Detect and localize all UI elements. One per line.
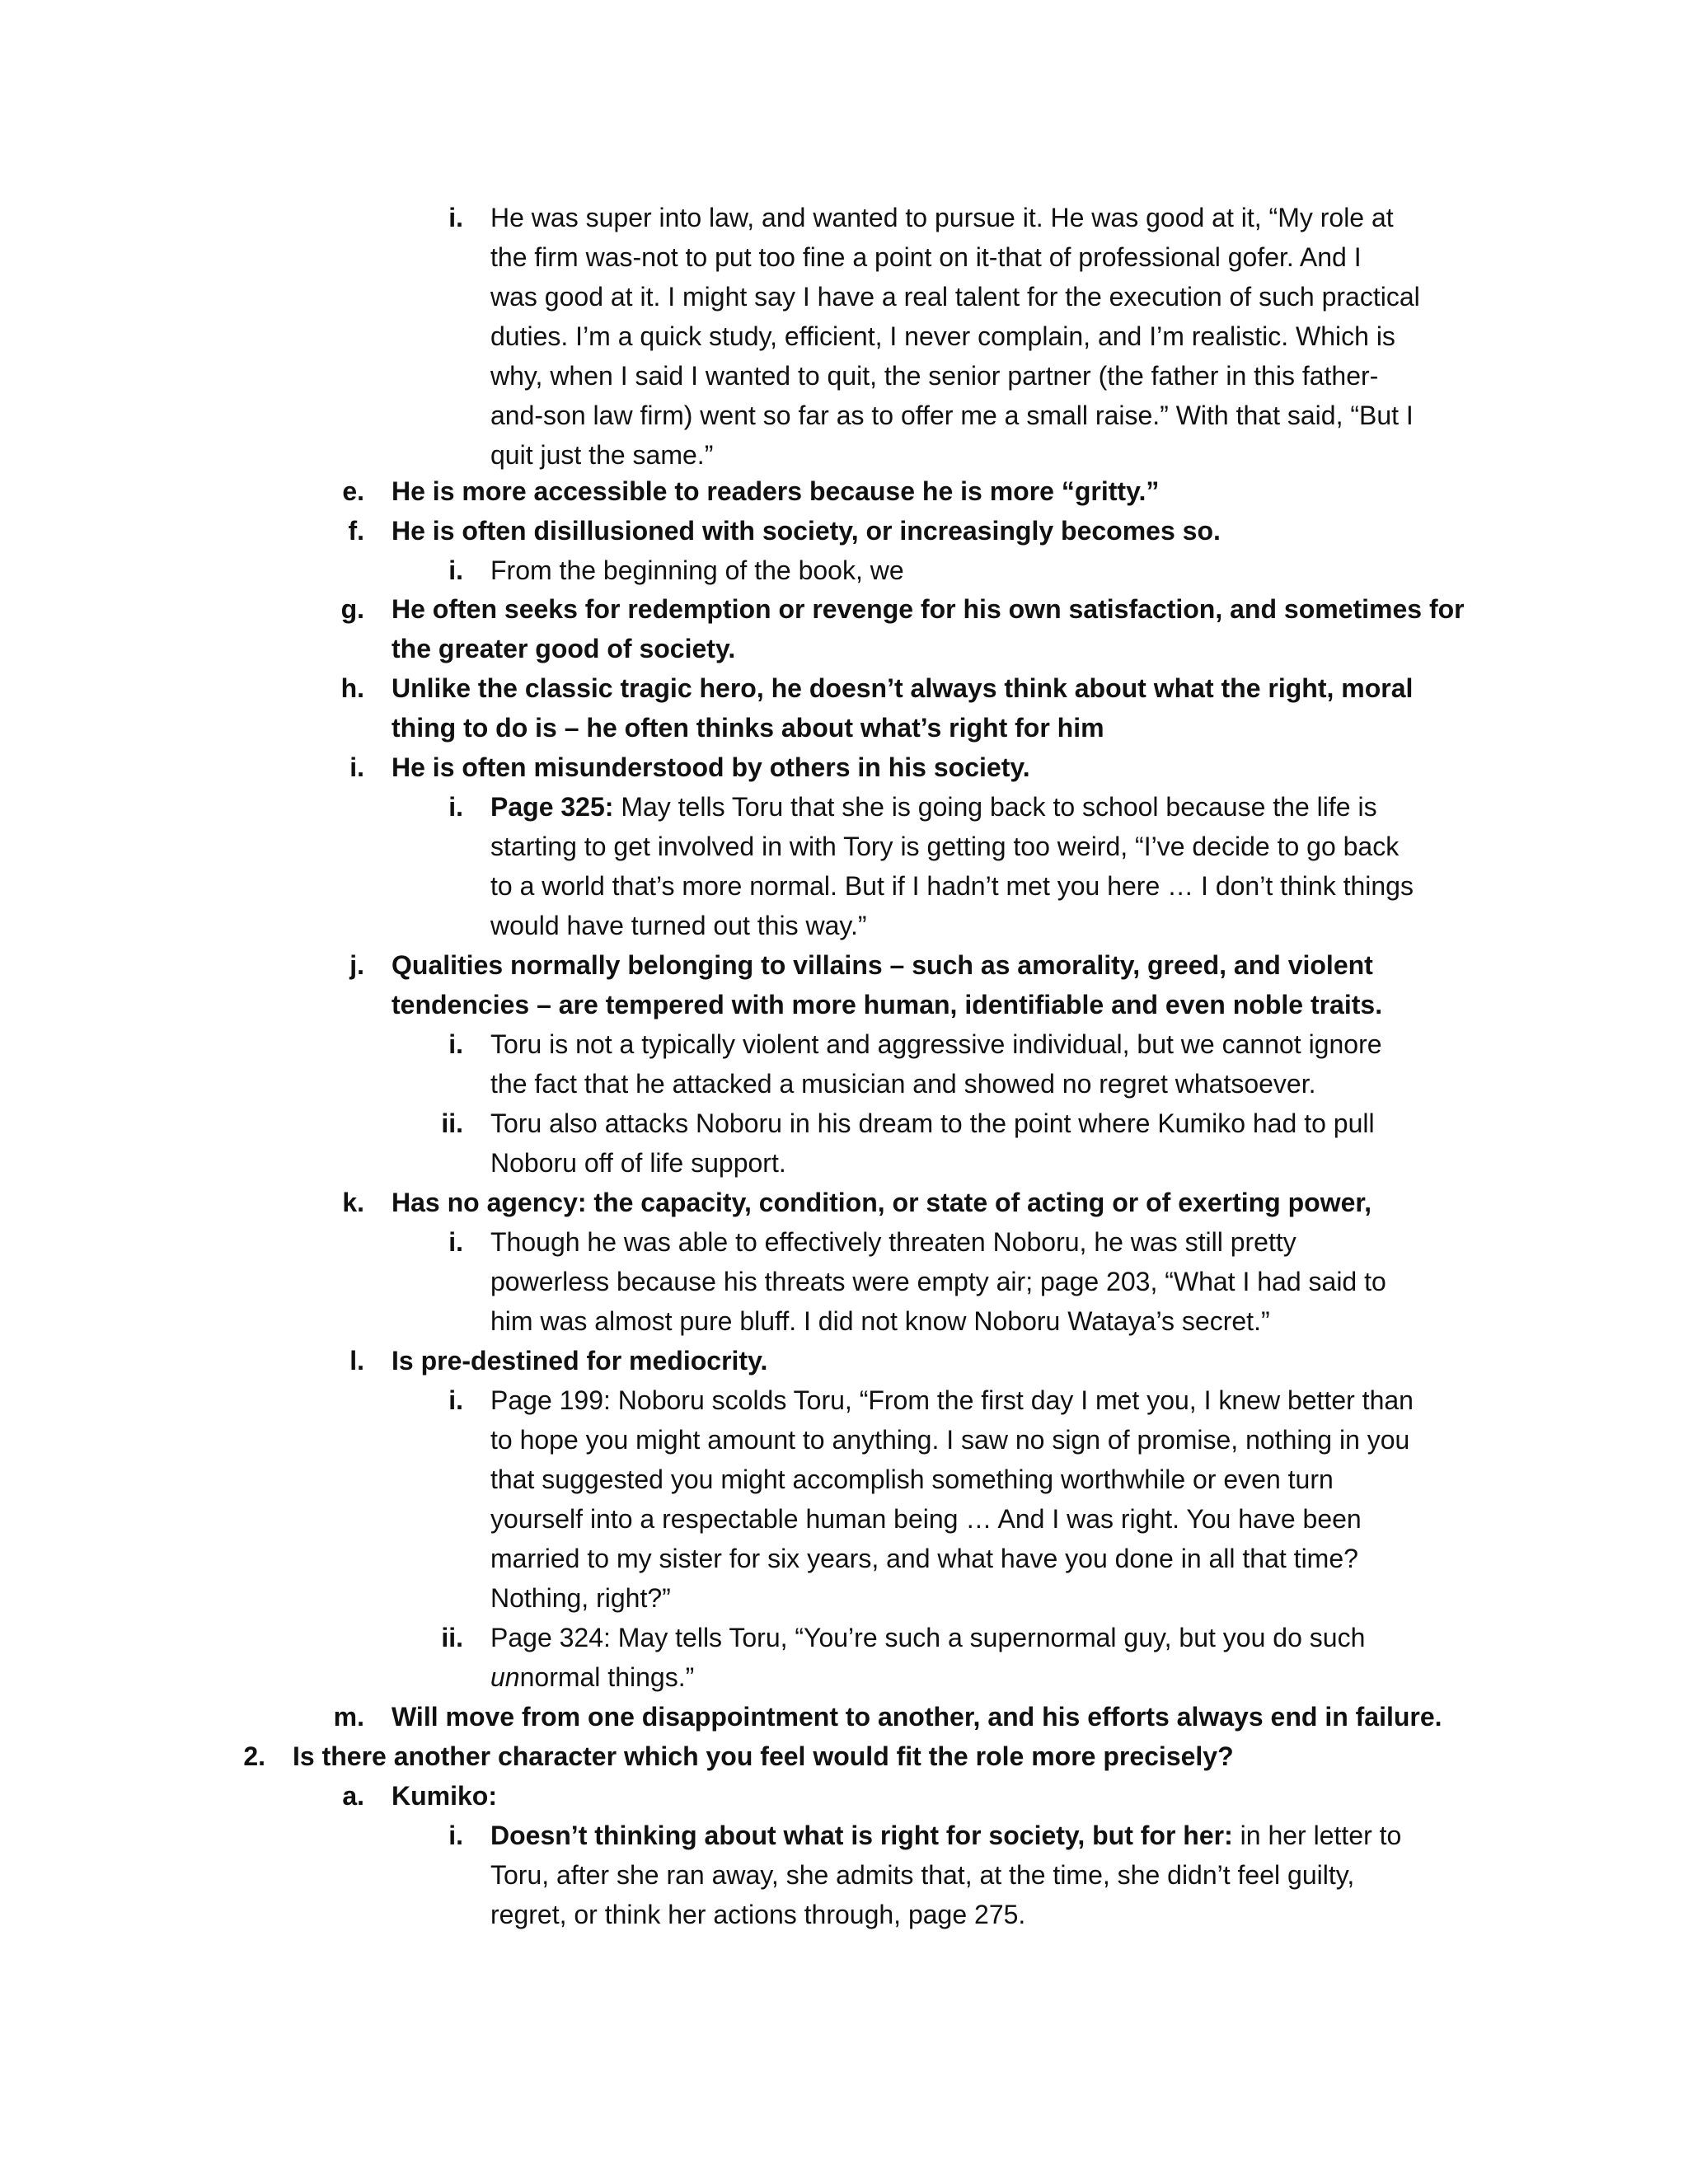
text-line: regret, or think her actions through, page 275. <box>490 1900 1026 1929</box>
list-item-text <box>490 198 1504 475</box>
text-line: to hope you might amount to anything. I saw no sign of promise, nothing in you <box>490 1425 1410 1455</box>
list-marker: i. <box>448 1385 463 1415</box>
list-item-text <box>293 1736 1578 1776</box>
list-marker: i. <box>448 555 463 585</box>
text-line: and-son law firm) went so far as to offer me a small raise.” With that said, “But I <box>490 401 1414 430</box>
text-line <box>490 1816 1504 1855</box>
list-item-text <box>490 1618 1504 1697</box>
text-line <box>490 1657 1504 1697</box>
text-line: He is often misunderstood by others in his society. <box>392 752 1030 782</box>
list-item-text <box>490 1222 1504 1341</box>
list-marker: ii. <box>441 1108 463 1138</box>
text-line: Unlike the classic tragic hero, he doesn’t always think about what the right, moral <box>392 673 1414 703</box>
text-line: Has no agency: the capacity, condition, or state of acting or of exerting power, <box>392 1188 1372 1217</box>
text-line: Page 199: Noboru scolds Toru, “From the first day I met you, I knew better than <box>490 1385 1414 1415</box>
text-line: He was super into law, and wanted to pursue it. He was good at it, “My role at <box>490 203 1394 232</box>
text-line: tendencies – are tempered with more human, identifiable and even noble traits. <box>392 990 1383 1019</box>
text-line: to a world that’s more normal. But if I hadn’t met you here … I don’t think things <box>490 871 1414 901</box>
list-marker: i. <box>448 792 463 822</box>
text-line: He often seeks for redemption or revenge for his own satisfaction, and sometimes for <box>392 594 1465 624</box>
text-line: starting to get involved in with Tory is getting too weird, “I’ve decide to go back <box>490 832 1400 861</box>
bold-lead: Doesn’t thinking about what is right for society, but for her: <box>490 1821 1233 1850</box>
text-line: Page 324: May tells Toru, “You’re such a supernormal guy, but you do such <box>490 1623 1366 1652</box>
list-marker: 2. <box>243 1741 265 1771</box>
list-marker: g. <box>340 594 364 624</box>
list-item-text <box>392 511 1545 551</box>
text-line: quit just the same.” <box>490 440 714 470</box>
list-item-text <box>490 787 1504 945</box>
text-line: Kumiko: <box>392 1781 497 1811</box>
text-line: Noboru off of life support. <box>490 1148 786 1178</box>
list-item-text <box>392 471 1545 511</box>
list-item-text <box>490 1104 1504 1183</box>
list-marker: i. <box>448 1821 463 1850</box>
list-item-text <box>490 1024 1504 1104</box>
list-marker: a. <box>342 1781 364 1811</box>
list-marker: i. <box>448 1227 463 1257</box>
list-marker: ii. <box>441 1623 463 1652</box>
list-marker: h. <box>340 673 364 703</box>
list-marker: i. <box>349 752 364 782</box>
text-line: the fact that he attacked a musician and showed no regret whatsoever. <box>490 1069 1316 1099</box>
text-line: Is pre-destined for mediocrity. <box>392 1346 768 1376</box>
text-line: that suggested you might accomplish something worthwhile or even turn <box>490 1465 1334 1494</box>
text-run: in her letter to <box>1232 1821 1402 1850</box>
italic-prefix: un <box>490 1662 520 1692</box>
text-line: He is more accessible to readers because he is more “gritty.” <box>392 476 1160 506</box>
list-item-text <box>392 1341 1545 1380</box>
list-item-text <box>490 1380 1504 1618</box>
text-line: Toru, after she ran away, she admits that, at the time, she didn’t feel guilty, <box>490 1860 1355 1890</box>
list-marker: l. <box>349 1346 364 1376</box>
text-line: duties. I’m a quick study, efficient, I never complain, and I’m realistic. Which is <box>490 321 1395 351</box>
list-item-text <box>392 1776 1545 1816</box>
list-marker: e. <box>342 476 364 506</box>
text-line: Qualities normally belonging to villains – such as amorality, greed, and violent <box>392 950 1373 980</box>
text-line: Nothing, right?” <box>490 1583 671 1613</box>
text-line: Toru also attacks Noboru in his dream to the point where Kumiko had to pull <box>490 1108 1375 1138</box>
list-item-text <box>392 668 1545 748</box>
list-marker: f. <box>348 516 364 546</box>
list-item-text <box>392 1697 1545 1736</box>
list-marker: m. <box>333 1702 364 1732</box>
list-marker: j. <box>349 950 364 980</box>
text-run: normal things.” <box>519 1662 695 1692</box>
text-line: Will move from one disappointment to another, and his efforts always end in failure. <box>392 1702 1442 1732</box>
text-line: yourself into a respectable human being … And I was right. You have been <box>490 1504 1362 1534</box>
list-marker: i. <box>448 1029 463 1059</box>
text-line: would have turned out this way.” <box>490 911 867 940</box>
text-line: Toru is not a typically violent and aggressive individual, but we cannot ignore <box>490 1029 1382 1059</box>
text-line: Is there another character which you feel would fit the role more precisely? <box>293 1741 1234 1771</box>
text-line: the greater good of society. <box>392 634 736 663</box>
text-line: was good at it. I might say I have a real talent for the execution of such practical <box>490 282 1420 312</box>
list-item-text <box>392 589 1545 668</box>
text-line: married to my sister for six years, and what have you done in all that time? <box>490 1544 1358 1573</box>
text-line: powerless because his threats were empty air; page 203, “What I had said to <box>490 1267 1386 1296</box>
list-item-text <box>392 945 1545 1024</box>
text-line: why, when I said I wanted to quit, the senior partner (the father in this father- <box>490 361 1379 391</box>
text-line: He is often disillusioned with society, or increasingly becomes so. <box>392 516 1221 546</box>
list-item-text <box>392 748 1545 787</box>
text-line: Though he was able to effectively threaten Noboru, he was still pretty <box>490 1227 1296 1257</box>
list-item-text <box>490 1816 1504 1934</box>
list-marker: k. <box>342 1188 364 1217</box>
text-run: May tells Toru that she is going back to school because the life is <box>613 792 1377 822</box>
text-line: thing to do is – he often thinks about what’s right for him <box>392 713 1104 743</box>
text-line: From the beginning of the book, we <box>490 555 904 585</box>
text-line <box>490 787 1504 827</box>
list-item-text <box>392 1183 1545 1222</box>
list-item-text <box>490 551 1504 590</box>
text-line: him was almost pure bluff. I did not know Noboru Wataya’s secret.” <box>490 1306 1270 1336</box>
text-line: the firm was-not to put too fine a point on it-that of professional gofer. And I <box>490 242 1362 272</box>
list-marker: i. <box>448 203 463 232</box>
page-reference: Page 325: <box>490 792 614 822</box>
